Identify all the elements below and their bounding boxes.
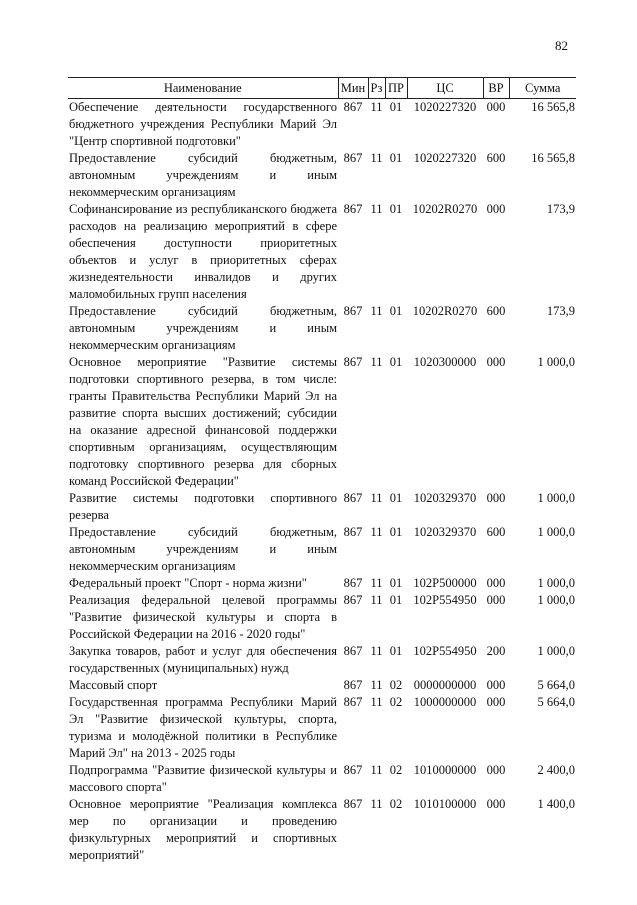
cell-pr: 01 <box>389 151 403 165</box>
table-row <box>68 150 576 201</box>
cell-min: 867 <box>343 151 363 165</box>
cell-pr: 01 <box>389 355 403 369</box>
cell-vr: 200 <box>486 644 506 658</box>
cell-sum: 1 400,0 <box>537 797 575 811</box>
table-row <box>68 99 576 151</box>
column-header-vr: ВР <box>483 78 509 99</box>
table-row <box>68 490 576 524</box>
cell-name: Основное мероприятие "Развитие системы подготовки спортивного резерва, в том числе: гранты Правительства Республики Марий Эл на развитие спорта высших достижений; субсидии на оказание адресной финансовой поддержки спортивным организациям, осуществляющим подготовку спортивного резерва для сборных команд Российской Федерации" <box>69 355 337 488</box>
cell-min: 867 <box>343 355 363 369</box>
table-row <box>68 694 576 762</box>
cell-vr: 000 <box>486 695 506 709</box>
cell-pr: 02 <box>389 763 403 777</box>
cell-name: Предоставление субсидий бюджетным, автономным учреждениям и иным некоммерческим организациям <box>69 304 337 352</box>
cell-sum: 5 664,0 <box>537 695 575 709</box>
cell-cs: 1020300000 <box>413 355 477 369</box>
cell-sum: 1 000,0 <box>537 593 575 607</box>
cell-sum: 16 565,8 <box>531 151 575 165</box>
cell-rz: 11 <box>370 644 383 658</box>
cell-rz: 11 <box>370 695 383 709</box>
cell-name: Реализация федеральной целевой программы "Развитие физической культуры и спорта в Российской Федерации на 2016 - 2020 годы" <box>69 593 337 641</box>
column-header-pr: ПР <box>385 78 407 99</box>
cell-cs: 1020227320 <box>413 151 477 165</box>
table-header-row <box>68 78 576 99</box>
cell-rz: 11 <box>370 678 383 692</box>
cell-min: 867 <box>343 678 363 692</box>
cell-vr: 600 <box>486 525 506 539</box>
cell-min: 867 <box>343 593 363 607</box>
cell-cs: 1010100000 <box>413 797 477 811</box>
cell-sum: 5 664,0 <box>537 678 575 692</box>
cell-min: 867 <box>343 644 363 658</box>
table-body <box>68 99 576 865</box>
cell-cs: 10202R0270 <box>412 304 478 318</box>
cell-pr: 02 <box>389 695 403 709</box>
column-header-cs: ЦС <box>407 78 483 99</box>
cell-min: 867 <box>343 202 363 216</box>
cell-cs: 1020329370 <box>413 491 477 505</box>
column-header-rz: Рз <box>368 78 385 99</box>
cell-name: Развитие системы подготовки спортивного резерва <box>69 491 337 522</box>
cell-sum: 2 400,0 <box>537 763 575 777</box>
table-row <box>68 524 576 575</box>
cell-vr: 000 <box>486 491 506 505</box>
cell-rz: 11 <box>370 797 383 811</box>
cell-vr: 000 <box>486 678 506 692</box>
cell-pr: 02 <box>389 678 403 692</box>
cell-sum: 1 000,0 <box>537 525 575 539</box>
cell-name: Предоставление субсидий бюджетным, автономным учреждениям и иным некоммерческим организациям <box>69 151 337 199</box>
cell-pr: 01 <box>389 304 403 318</box>
cell-pr: 01 <box>389 202 403 216</box>
cell-cs: 10202R0270 <box>412 202 478 216</box>
table-row <box>68 201 576 303</box>
cell-cs: 102P500000 <box>413 576 477 590</box>
cell-sum: 173,9 <box>546 304 575 318</box>
cell-rz: 11 <box>370 151 383 165</box>
column-header-min: Мин <box>338 78 368 99</box>
cell-name: Подпрограмма "Развитие физической культуры и массового спорта" <box>69 763 337 794</box>
cell-vr: 000 <box>486 797 506 811</box>
cell-cs: 102P554950 <box>413 593 477 607</box>
cell-pr: 01 <box>389 593 403 607</box>
cell-min: 867 <box>343 525 363 539</box>
budget-table <box>68 77 576 864</box>
cell-name: Массовый спорт <box>69 678 158 692</box>
cell-pr: 01 <box>389 644 403 658</box>
cell-name: Закупка товаров, работ и услуг для обеспечения государственных (муниципальных) нужд <box>69 644 337 675</box>
cell-rz: 11 <box>370 491 383 505</box>
cell-sum: 1 000,0 <box>537 491 575 505</box>
cell-pr: 01 <box>389 100 403 114</box>
cell-vr: 600 <box>486 151 506 165</box>
cell-name: Софинансирование из республиканского бюджета расходов на реализацию мероприятий в сфере обеспечения доступности приоритетных объектов и услуг в приоритетных сферах жизнедеятельности инвалидов и других маломобильных групп населения <box>69 202 337 301</box>
cell-vr: 000 <box>486 202 506 216</box>
cell-vr: 000 <box>486 763 506 777</box>
cell-rz: 11 <box>370 304 383 318</box>
cell-min: 867 <box>343 491 363 505</box>
cell-pr: 01 <box>389 576 403 590</box>
cell-name: Обеспечение деятельности государственного бюджетного учреждения Республики Марий Эл "Центр спортивной подготовки" <box>69 100 337 148</box>
cell-pr: 02 <box>389 797 403 811</box>
table-row <box>68 303 576 354</box>
cell-name: Государственная программа Республики Марий Эл "Развитие физической культуры, спорта, туризма и молодёжной политики в Республике Марий Эл" на 2013 - 2025 годы <box>69 695 337 760</box>
cell-cs: 102P554950 <box>413 644 477 658</box>
cell-pr: 01 <box>389 491 403 505</box>
cell-rz: 11 <box>370 100 383 114</box>
cell-vr: 000 <box>486 355 506 369</box>
column-header-name: Наименование <box>68 78 338 99</box>
cell-min: 867 <box>343 763 363 777</box>
table-row <box>68 575 576 592</box>
table-row <box>68 643 576 677</box>
cell-sum: 1 000,0 <box>537 644 575 658</box>
cell-sum: 1 000,0 <box>537 355 575 369</box>
cell-name: Федеральный проект "Спорт - норма жизни" <box>69 576 307 590</box>
cell-rz: 11 <box>370 355 383 369</box>
cell-rz: 11 <box>370 593 383 607</box>
cell-vr: 000 <box>486 100 506 114</box>
cell-sum: 173,9 <box>546 202 575 216</box>
cell-cs: 1020329370 <box>413 525 477 539</box>
cell-name: Основное мероприятие "Реализация комплекса мер по организации и проведению физкультурных мероприятий и спортивных мероприятий" <box>69 797 337 862</box>
cell-rz: 11 <box>370 525 383 539</box>
cell-vr: 000 <box>486 593 506 607</box>
cell-rz: 11 <box>370 763 383 777</box>
cell-vr: 000 <box>486 576 506 590</box>
cell-min: 867 <box>343 576 363 590</box>
column-header-sum: Сумма <box>509 78 576 99</box>
cell-cs: 1010000000 <box>413 763 477 777</box>
cell-sum: 16 565,8 <box>531 100 575 114</box>
cell-name: Предоставление субсидий бюджетным, автономным учреждениям и иным некоммерческим организациям <box>69 525 337 573</box>
cell-min: 867 <box>343 797 363 811</box>
cell-rz: 11 <box>370 202 383 216</box>
cell-rz: 11 <box>370 576 383 590</box>
table-row <box>68 354 576 490</box>
cell-min: 867 <box>343 100 363 114</box>
cell-min: 867 <box>343 695 363 709</box>
cell-cs: 1020227320 <box>413 100 477 114</box>
table-row <box>68 796 576 864</box>
table-row <box>68 762 576 796</box>
cell-vr: 600 <box>486 304 506 318</box>
cell-min: 867 <box>343 304 363 318</box>
cell-cs: 1000000000 <box>413 695 477 709</box>
table-row <box>68 592 576 643</box>
cell-cs: 0000000000 <box>413 678 477 692</box>
cell-sum: 1 000,0 <box>537 576 575 590</box>
page-number: 82 <box>555 38 568 53</box>
table-row <box>68 677 576 694</box>
cell-pr: 01 <box>389 525 403 539</box>
